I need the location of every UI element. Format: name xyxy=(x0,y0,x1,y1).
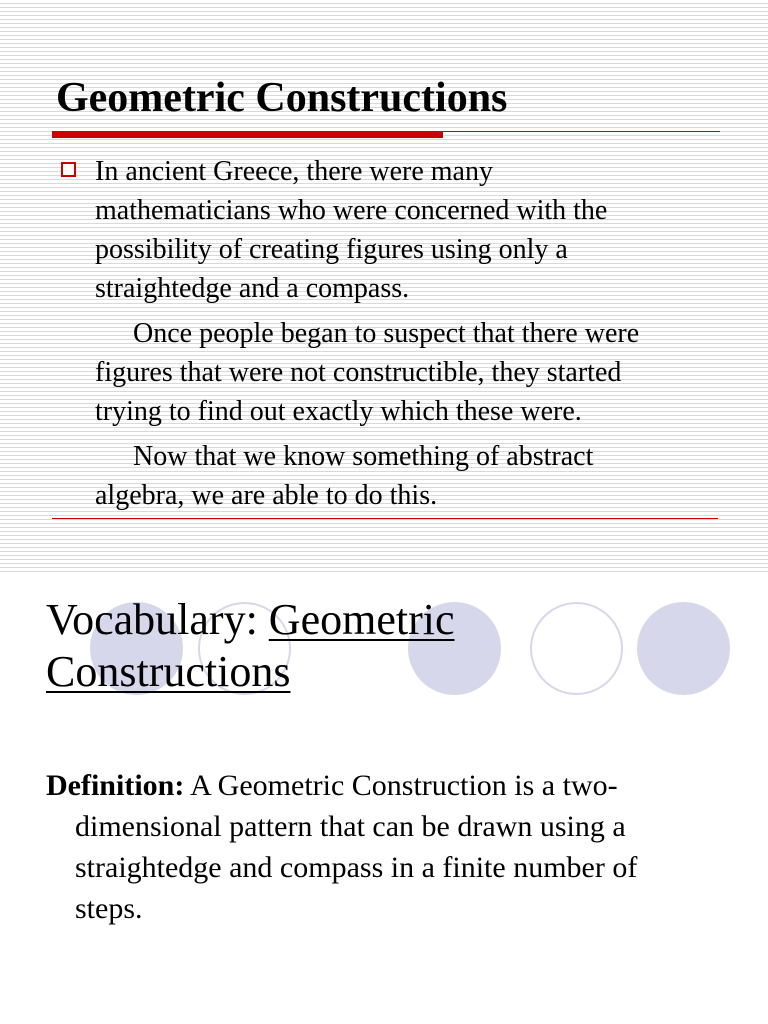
vocabulary-term-line1: Geometric xyxy=(268,595,455,644)
decorative-circle-outline xyxy=(530,602,623,695)
vocabulary-title-prefix: Vocabulary: xyxy=(46,595,269,644)
definition-line xyxy=(46,765,736,806)
vocabulary-term-line2: Constructions xyxy=(46,647,291,696)
text-line: possibility of creating figures using only a xyxy=(95,234,568,265)
definition-line: straightedge and compass in a finite number of xyxy=(75,851,638,884)
definition-block xyxy=(46,765,736,929)
text-line: algebra, we are able to do this. xyxy=(95,480,438,511)
definition-text: A Geometric Construction is a two- xyxy=(184,769,618,802)
paragraph-abstract-algebra xyxy=(95,437,735,515)
decorative-circle-filled xyxy=(637,602,730,695)
text-line: Now that we know something of abstract xyxy=(133,441,594,472)
bottom-divider xyxy=(52,518,718,519)
text-line: trying to find out exactly which these were. xyxy=(95,396,582,427)
vocabulary-title xyxy=(46,594,455,698)
text-line: figures that were not constructible, they started xyxy=(95,357,622,388)
title-underline-bar xyxy=(52,131,443,138)
text-line: Once people began to suspect that there were xyxy=(133,318,640,349)
paragraph-constructible xyxy=(95,314,735,431)
definition-term: Definition: xyxy=(46,769,185,802)
paragraph-intro xyxy=(95,152,735,308)
text-line: In ancient Greece, there were many xyxy=(95,156,493,187)
slide-title: Geometric Constructions xyxy=(56,75,508,121)
definition-line: steps. xyxy=(75,892,143,925)
title-underline-rule xyxy=(443,131,720,132)
definition-line: dimensional pattern that can be drawn using a xyxy=(75,810,626,843)
text-line: straightedge and a compass. xyxy=(95,273,410,304)
slide-vocabulary xyxy=(0,572,768,1024)
square-bullet-icon xyxy=(61,162,76,177)
text-line: mathematicians who were concerned with the xyxy=(95,195,608,226)
slide-body xyxy=(95,152,735,515)
